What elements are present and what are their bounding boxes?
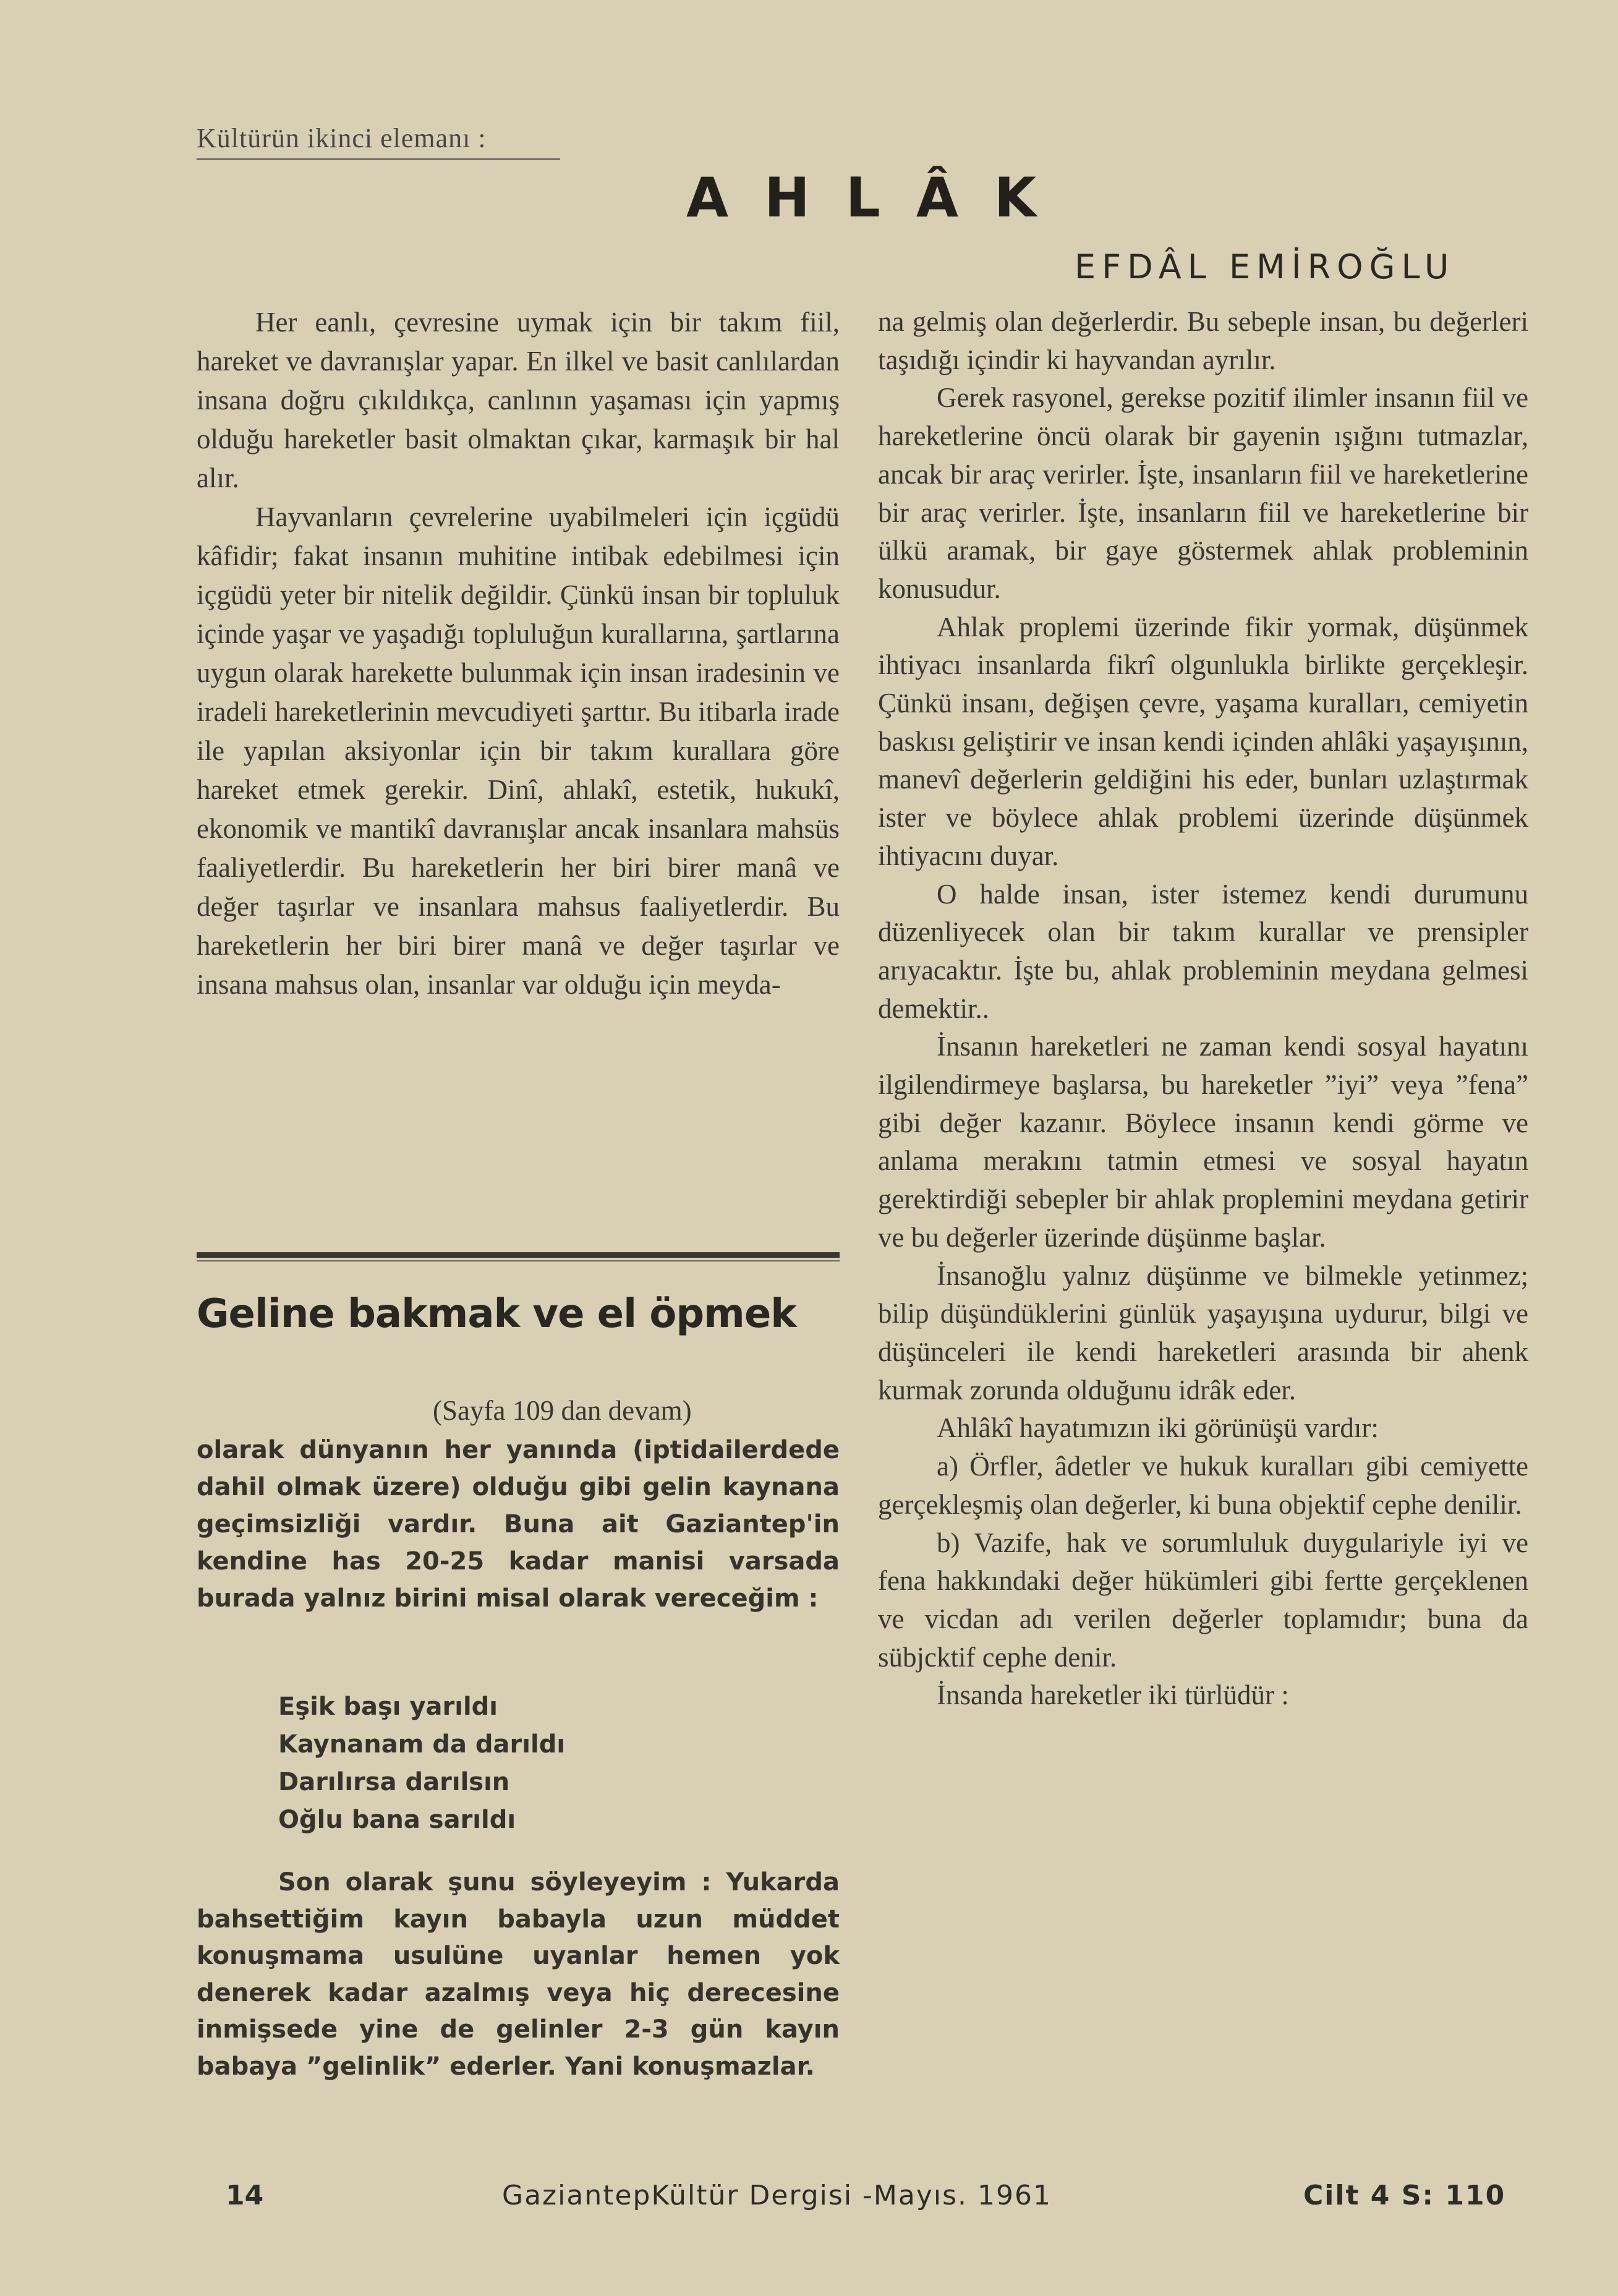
section-divider [197,1252,840,1258]
page-number: 14 [226,2180,264,2211]
poem-line: Eşik başı yarıldı [278,1692,498,1721]
paragraph: Son olarak şunu söyleyeyim : Yukarda bahsettiğim kayın babayla uzun müddet konuşmama usulüne uyanlar hemen yok denerek kadar azalmış veya hiç derecesine inmişsede yine de gelinler 2-3 gün kayın babaya ”gelinlik” ederler. Yani konuşmazlar. [197,1868,840,2081]
paragraph: O halde insan, ister istemez kendi durumunu düzenliyecek olan bir takım kurallar ve prensipler arıyacaktır. İşte bu, ahlak probleminin meydana gelmesi demektir.. [878,878,1528,1024]
paragraph: na gelmiş olan değerlerdir. Bu sebeple insan, bu değerleri taşıdığı içindir ki hayvandan ayrılır. [878,306,1528,375]
volume-info: Cilt 4 S: 110 [1303,2180,1506,2211]
poem-line: Oğlu bana sarıldı [278,1806,516,1834]
paragraph: olarak dünyanın her yanında (iptidailerdede dahil olmak üzere) olduğu gibi gelin kaynana geçimsizliği vardır. Buna ait Gaziantep'in kendine has 20-25 kadar manisi varsada burada yalnız birini misal olarak vereceğim : [197,1436,840,1613]
geline-article-title: Geline bakmak ve el öpmek [197,1291,796,1337]
poem-line: Kaynanam da darıldı [278,1730,566,1759]
paragraph: Ahlâkî hayatımızın iki görünüşü vardır: [937,1412,1379,1444]
geline-closing [197,1864,840,2085]
article-title: AHLÂK [686,166,1073,229]
right-column [878,303,1528,1715]
paragraph: İnsanda hareketler iki türlüdür : [937,1679,1289,1711]
paragraph: İnsanoğlu yalnız düşünme ve bilmekle yetinmez; bilip düşündüklerini günlük yaşayışına uydurur, bilgi ve düşünceleri ile kendi hareketleri arasında bir ahenk kurmak zorunda olduğunu idrâk eder. [878,1260,1528,1406]
section-kicker: Kültürün ikinci elemanı : [197,123,487,153]
continued-note: (Sayfa 109 dan devam) [433,1395,692,1426]
paragraph: Her eanlı, çevresine uymak için bir takım fiil, hareket ve davranışlar yapar. En ilkel ve basit canlılardan insana doğru çıkıldıkça, canlının yaşaması için yapmış olduğu hareketler basit olmaktan çıkar, karmaşık bir hal alır. [197,307,840,493]
paragraph: Ahlak proplemi üzerinde fikir yormak, düşünmek ihtiyacı insanlarda fikrî olgunlukla birlikte gerçekleşir. Çünkü insanı, değişen çevre, yaşama kuralları, cemiyetin baskısı geliştirir ve insan kendi içinden ahlâki yaşayışının, manevî değerlerin geldiğini his eder, bunları uzlaştırmak ister ve böylece ahlak problemi üzerinde düşünmek ihtiyacını duyar. [878,611,1528,871]
mani-poem [278,1688,565,1839]
section-divider-thin [197,1260,840,1261]
article-author: EFDÂL EMİROĞLU [1075,247,1455,286]
geline-body [197,1432,840,1617]
paragraph: Gerek rasyonel, gerekse pozitif ilimler insanın fiil ve hareketlerine öncü olarak bir gayenin ışığını tutmazlar, ancak bir araç verirler. İşte, insanların fiil ve hareketlerine bir araç verirler. İşte, insanların fiil ve hareketlerine bir ülkü aramak, bir gaye göstermek ahlak probleminin konusudur. [878,382,1528,604]
paragraph: a) Örfler, âdetler ve hukuk kuralları gibi cemiyette gerçekleşmiş olan değerler, ki buna objektif cephe denilir. [878,1451,1528,1520]
paragraph: Hayvanların çevrelerine uyabilmeleri için içgüdü kâfidir; fakat insanın muhitine intibak edebilmesi için içgüdü yeter bir nitelik değildir. Çünkü insan bir topluluk içinde yaşar ve yaşadığı topluluğun kurallarına, şartlarına uygun olarak harekette bulunmak için insan iradesinin ve iradeli hareketlerinin mevcudiyeti şarttır. Bu itibarla irade ile yapılan aksiyonlar için bir takım kurallara göre hareket etmek gerekir. Dinî, ahlakî, estetik, hukukî, ekonomik ve mantikî davranışlar ancak insanlara mahsüs faaliyetlerdir. Bu hareketlerin her biri birer manâ ve değer taşırlar ve insanlara mahsus faaliyetlerdir. Bu hareketlerin her biri birer manâ ve değer taşırlar ve insana mahsus olan, insanlar var olduğu için meyda- [197,501,840,1000]
paragraph: İnsanın hareketleri ne zaman kendi sosyal hayatını ilgilendirmeye başlarsa, bu hareketler ”iyi” veya ”fena” gibi değer kazanır. Böylece insanın kendi görme ve anlama merakını tatmin etmesi ve sosyal hayatın gerektirdiği sebepler bir ahlak proplemini meydana getirir ve bu değerler üzerinde düşünme başlar. [878,1031,1528,1253]
poem-line: Darılırsa darılsın [278,1768,510,1796]
left-column [197,303,840,1004]
kicker-underline [197,158,560,160]
paragraph: b) Vazife, hak ve sorumluluk duygulariyle iyi ve fena hakkındaki değer hükümleri gibi fertte gerçeklenen ve vicdan adı verilen değerler toplamıdır; buna da sübjcktif cephe denir. [878,1527,1528,1673]
journal-name: GaziantepKültür Dergisi -Mayıs. 1961 [502,2180,1052,2211]
